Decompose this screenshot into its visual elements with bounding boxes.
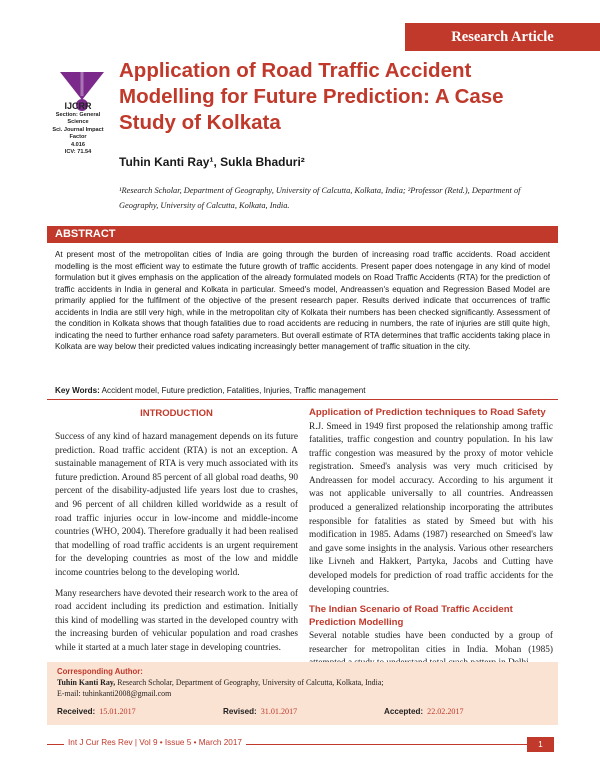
paper-title: Application of Road Traffic Accident Modelling for Future Prediction: A Case Study of Kolkata [119,59,504,134]
journal-meta [50,101,106,156]
right-column [309,407,553,678]
corresponding-author-address: Research Scholar, Department of Geography, University of Calcutta, Kolkata, India; [115,678,384,687]
intro-paragraph-2: Many researchers have devoted their research work to the area of road accident including its prediction and estimation. Initially this kind of modelling was started in the developed country with the increasing burden of vehicular population and road crashes while it started at a much later stage in developing countries. [55,588,298,653]
left-column [55,407,298,663]
journal-abbr: IJCRR [64,101,92,111]
revised-date: Revised: 31.01.2017 [223,707,298,716]
footer-citation: Int J Cur Res Rev | Vol 9 • Issue 5 • March 2017 [64,738,246,747]
journal-section: Section: General Science [55,112,101,126]
keywords-label: Key Words: [55,386,100,395]
section-divider [47,399,558,400]
page-number: 1 [527,737,554,752]
authors: Tuhin Kanti Ray¹, Sukla Bhaduri² [119,155,305,169]
corresponding-author-name: Tuhin Kanti Ray, [57,678,116,687]
impact-factor-label: Sci. Journal Impact Factor [52,126,104,141]
corresponding-author-heading: Corresponding Author: [57,667,143,676]
corresponding-author-details [57,678,384,699]
received-date: Received: 15.01.2017 [57,707,136,716]
introduction-heading: INTRODUCTION [140,408,213,419]
intro-paragraph-1: Success of any kind of hazard management depends on its future prediction. Road traffic accident (RTA) is not an exception. A sustainable management of RTA is very much associated with its future prediction. Around 85 percent of all global road deaths, 90 percent of the disability-adjusted life years lost due to crashes, and 96 percent of all children killed worldwide as a result of road traffic injuries occur in low-income and middle-income countries (WHO, 2004). Therefore gradually it had been realised that modelling of road traffic accidents is an urgent requirement for the developing countries as most of the low and middle income countries belong to the developing world. [55,432,298,578]
icv-value: ICV: 71.54 [64,149,92,156]
keywords-list: Accident model, Future prediction, Fatalities, Injuries, Traffic management [101,386,366,395]
section-3-heading: The Indian Scenario of Road Traffic Accident Prediction Modelling [309,604,513,628]
keywords [55,385,550,396]
section-3-paragraph: Several notable studies have been conducted by a group of researcher for metropolitan cities in India. Mohan (1985) [309,631,553,655]
article-type-badge: Research Article [405,23,600,51]
section-2-heading: Application of Prediction techniques to Road Safety [309,407,546,418]
affiliations: ¹Research Scholar, Department of Geography, University of Calcutta, Kolkata, India; ²Professor (Retd.), Department of Geography, University of Calcutta, Kolkata, India. [119,186,521,210]
abstract-text: At present most of the metropolitan cities of India are going through the burden of increasing road traffic accidents. Road accident modelling is the most efficient way to estimate the future growth of traffic accidents. Present paper does notengage in any kind of model formulation but it gives emphasis on the application of the already formulated models on Road Traffic Accidents (RTA) for the prediction of traffic accidents in India in general and Kolkata in particular. Smeed's model, Andreassen's equation and Regression Based Model are primarily applied for the fulfilment of the objective of the present research paper. Results derived indicate that occurrences of traffic accidents in India are still very high, while in the metropolitan city of Kolkata their numbers has been checked significantly. Assessment of the condition in Kolkata shows that though fatalities due to road accidents are reducing in numbers, the rate of injuries are still quite high, indicating the need to further enhance road safety parameters. But overall estimate of RTA determines that traffic accidents taking place in Kolkata are way below their predicted values indicating increasingly better management of traffic situation in the city. [55,250,550,351]
impact-factor-value: 4.016 [71,141,85,148]
accepted-date: Accepted: 22.02.2017 [384,707,464,716]
section-2-paragraph: R.J. Smeed in 1949 first proposed the relationship among traffic fatalities, traffic congestion and country population. In his law traffic congestion was measured by the proxy of motor vehicle registration. Smeed's analysis was very much criticised by Andreassen for model accuracy. According to his argument it was not applicable universally to all countries. Andreassen produced a generalized relationship incorporating the attributes responsible for fatalities as stated by Smeed but with his modification in 1985. Adams (1987) researched on Smeed's law and gave some insights in the analysis. Various other researchers like Livneh and Hakkert, Partyka, Jacobs and Cutting have developed models for prediction of road traffic accidents for the developing countries. [309,421,553,595]
abstract-heading: ABSTRACT [47,226,558,243]
corresponding-author-email: E-mail: tuhinkanti2008@gmail.com [57,688,172,698]
